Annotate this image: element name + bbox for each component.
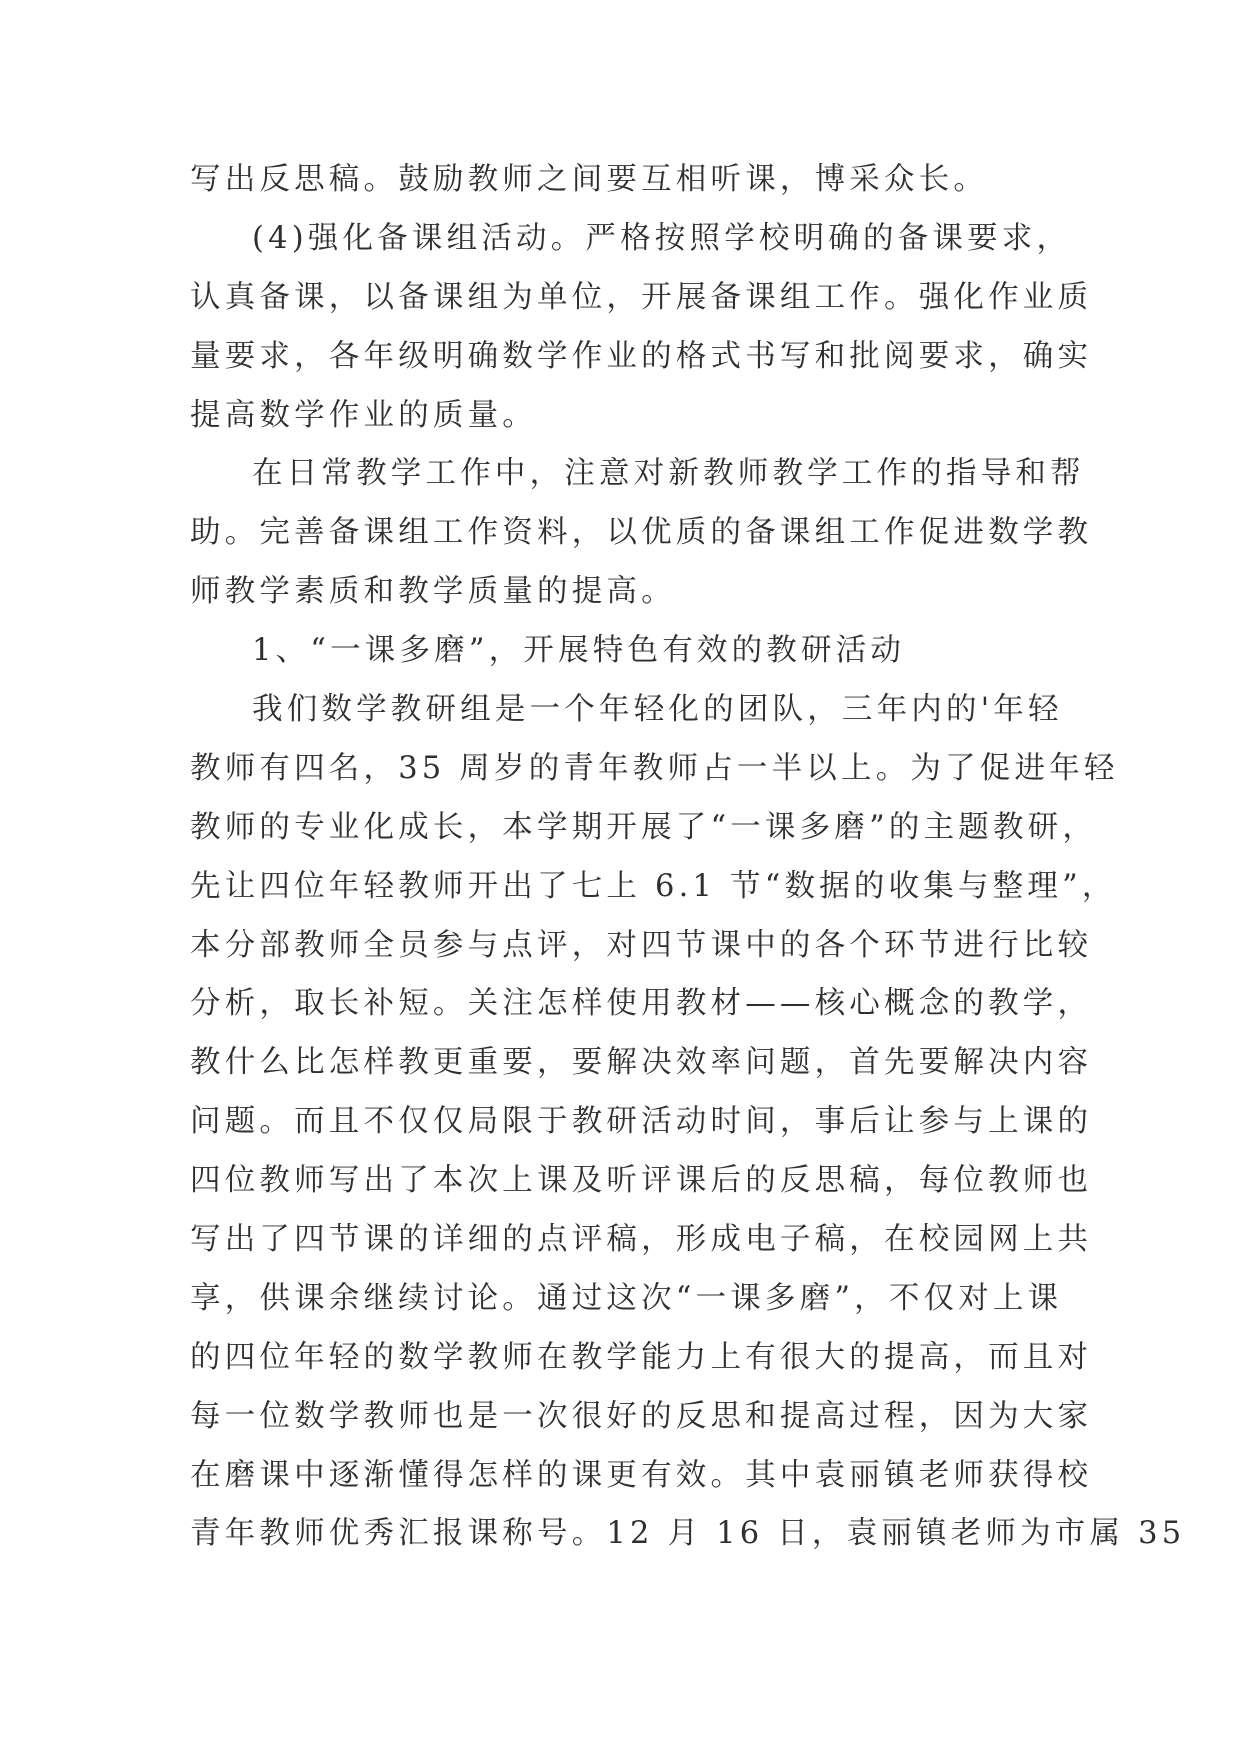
text-line: 1、“一课多磨”，开展特色有效的教研活动 <box>252 633 906 669</box>
text-line: 助。完善备课组工作资料，以优质的备课组工作促进数学教 <box>190 515 1093 551</box>
text-line: 的四位年轻的数学教师在教学能力上有很大的提高，而且对 <box>190 1339 1093 1375</box>
text-line: 青年教师优秀汇报课称号。12 月 16 日，袁丽镇老师为市属 35 <box>190 1516 1186 1552</box>
text-line: 师教学素质和教学质量的提高。 <box>190 574 676 610</box>
text-line: 在日常教学工作中，注意对新教师教学工作的指导和帮 <box>252 456 1085 492</box>
text-line: 先让四位年轻教师开出了七上 6.1 节“数据的收集与整理”， <box>190 868 1117 904</box>
text-line: 教师的专业化成长，本学期开展了“一课多磨”的主题教研， <box>190 809 1098 845</box>
text-line: 享，供课余继续讨论。通过这次“一课多磨”，不仅对上课 <box>190 1280 1063 1316</box>
text-line: 在磨课中逐渐懂得怎样的课更有效。其中袁丽镇老师获得校 <box>190 1457 1093 1493</box>
text-line: 本分部教师全员参与点评，对四节课中的各个环节进行比较 <box>190 927 1093 963</box>
text-line: 量要求，各年级明确数学作业的格式书写和批阅要求，确实 <box>190 338 1093 374</box>
text-line: 写出反思稿。鼓励教师之间要互相听课，博采众长。 <box>190 162 989 197</box>
text-line: 教什么比怎样教更重要，要解决效率问题，首先要解决内容 <box>190 1045 1093 1081</box>
text-line: 教师有四名，35 周岁的青年教师占一半以上。为了促进年轻 <box>190 750 1119 786</box>
body-text <box>190 151 1186 1564</box>
text-line: 我们数学教研组是一个年轻化的团队，三年内的'年轻 <box>252 692 1063 728</box>
text-line: 分析，取长补短。关注怎样使用教材——核心概念的教学， <box>190 986 1093 1022</box>
text-line: 每一位数学教师也是一次很好的反思和提高过程，因为大家 <box>190 1398 1093 1434</box>
text-line: 提高数学作业的质量。 <box>190 397 537 433</box>
text-line: 四位教师写出了本次上课及听评课后的反思稿，每位教师也 <box>190 1163 1093 1199</box>
text-line: 写出了四节课的详细的点评稿，形成电子稿，在校园网上共 <box>190 1222 1093 1258</box>
text-line: 认真备课，以备课组为单位，开展备课组工作。强化作业质 <box>190 279 1093 315</box>
text-line: 问题。而且不仅仅局限于教研活动时间，事后让参与上课的 <box>190 1104 1093 1140</box>
text-line: (4)强化备课组活动。严格按照学校明确的备课要求， <box>252 220 1072 256</box>
